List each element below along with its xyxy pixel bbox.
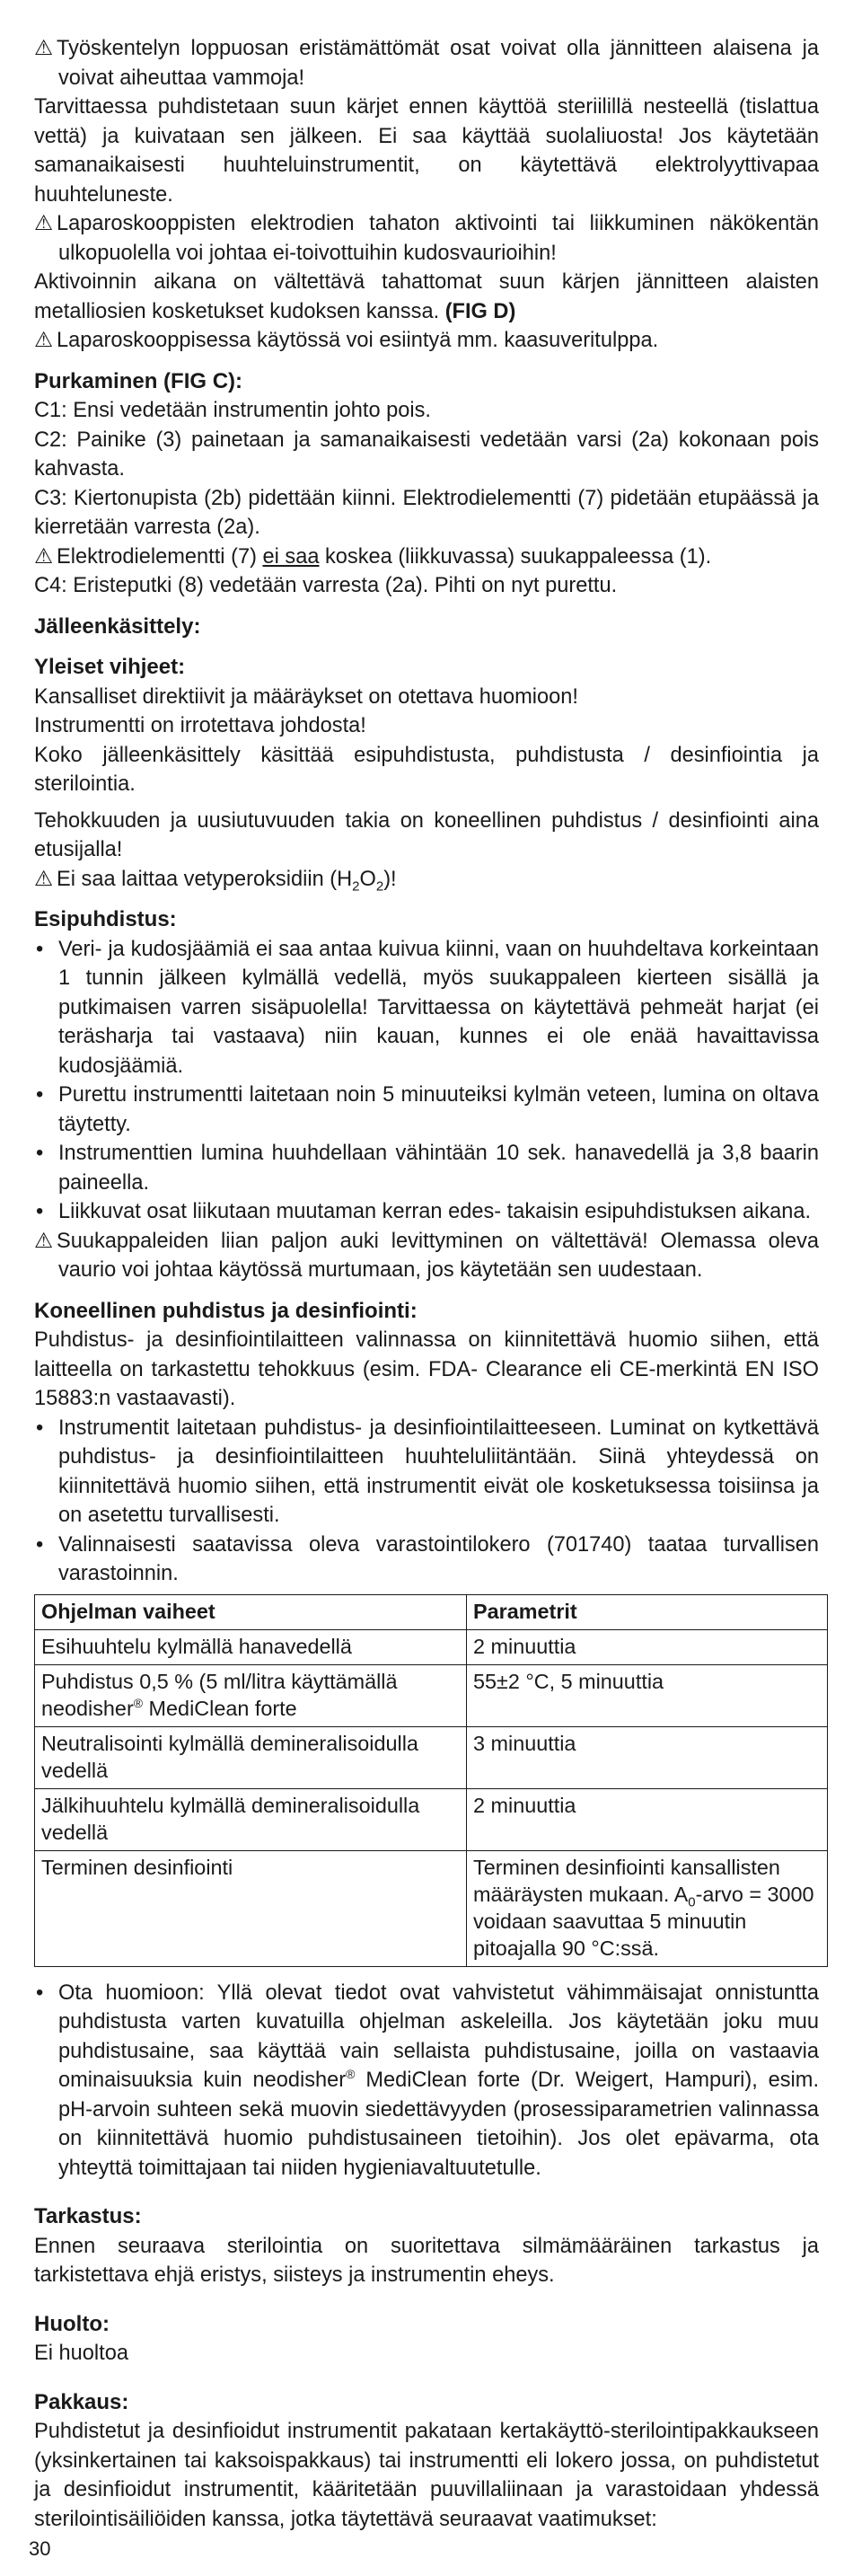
list-item: • Purettu instrumentti laitetaan noin 5 minuuteiksi kylmän veteen, lumina on oltava täytetty.: [34, 1081, 819, 1139]
step-c3: C3: Kiertonupista (2b) pidettään kiinni. Elektrodielementti (7) pidetään etupäässä ja kierretään varresta (2a).: [34, 486, 819, 539]
paragraph: Puhdistetut ja desinfioidut instrumentit pakataan kertakäyttö-sterilointipakkaukseen (yksinkertainen tai kaksoispakkaus) tai instrumentti eli lokero jossa, on puhdistetut ja desinfioidut instrumentit, kääritetään puuvillaliinaan ja varastoidaan yhdessä sterilointisäiliöiden kanssa, jotka täytettävä seuraavat vaatimukset:: [34, 2420, 819, 2531]
warning-icon: ⚠: [34, 1229, 54, 1253]
table-cell-step: Jälkihuuhtelu kylmällä demineralisoidulla vedellä: [35, 1788, 467, 1850]
list-item: • Valinnaisesti saatavissa oleva varastointilokero (701740) taataa turvallisen varastoinnin.: [34, 1531, 819, 1589]
table-cell-parameter: 2 minuuttia: [467, 1629, 828, 1664]
column-header-parameters: Parametrit: [467, 1594, 828, 1629]
paragraph: Tehokkuuden ja uusiutuvuuden takia on koneellinen puhdistus / desinfiointi aina etusijalla!: [34, 808, 819, 861]
step-c2: C2: Painike (3) painetaan ja samanaikaisesti vedetään varsi (2a) kokonaan pois kahvasta.: [34, 428, 819, 481]
list-item: • Liikkuvat osat liikutaan muutaman kerran edes- takaisin esipuhdistuksen aikana.: [34, 1197, 819, 1227]
warning-icon: ⚠: [34, 867, 54, 891]
warning-icon: ⚠: [34, 329, 54, 352]
step-c4: C4: Eristeputki (8) vedetään varresta (2a). Pihti on nyt purettu.: [34, 574, 618, 597]
paragraph: Puhdistus- ja desinfiointilaitteen valinnassa on kiinnitettävä huomio siihen, että laitteella on tarkastettu tehokkuus (esim. FDA- Clearance eli CE-merkintä EN ISO 15883:n vastaavasti).: [34, 1328, 819, 1410]
table-cell-step: Neutralisointi kylmällä demineralisoidulla vedellä: [35, 1726, 467, 1788]
table-row: [35, 1629, 828, 1664]
section-heading-disassembly: Purkaminen (FIG C):: [34, 368, 243, 393]
warning-paragraph: ⚠ Suukappaleiden liian paljon auki levittyminen on vältettävä! Olemassa oleva vaurio voi johtaa käytössä murtumaan, jos käytetään sen uudestaan.: [34, 1227, 819, 1285]
list-item: • Ota huomioon: Yllä olevat tiedot ovat vahvistetut vähimmäisajat onnistuntta puhdistusta varten kuvatuilla ohjelman askeleilla. Jos käytetään joku muu puhdistusaine, saa käyttää vain sellaista puhdistusaine, joilla on vastaavia ominaisuuksia kuin neodisher® MediClean forte (Dr. Weigert, Hampuri), esim. pH-arvoin suhteen sekä muovin siedettävyyden (prosessiparametrien valinnassa on kiinnitettävä huomio puhdistusaineen tietoihin). Jos olet epävarma, ota yhteyttä toimittajaan tai niiden hygieniavaltuutetulle.: [34, 1979, 819, 2183]
warning-paragraph: ⚠ Ei saa laittaa vetyperoksidiin $(H_2O_2)$!: [34, 865, 819, 895]
paragraph: Aktivoinnin aikana on vältettävä tahattomat suun kärjen jännitteen alaisten metalliosien kosketukset kudoksen kanssa. (FIG D): [34, 270, 819, 323]
list-item: • Instrumentit laitetaan puhdistus- ja desinfiointilaitteeseen. Luminat on kytkettävä puhdistus- ja desinfiointilaitteen huuhteluliitäntään. Siinä yhteydessä on kiinnitettävä huomio siihen, että instrumentit eivät ole kosketuksessa toisiinsa ja on asetettu turvallisesti.: [34, 1414, 819, 1531]
warning-icon: ⚠: [34, 212, 54, 235]
warning-paragraph: ⚠ Elektrodielementti (7) ei saa koskea (liikkuvassa) suukappaleessa (1).: [34, 543, 819, 572]
table-cell-step: Puhdistus 0,5 % (5 ml/litra käyttämällä neodisher® MediClean forte: [35, 1664, 467, 1726]
table-header-row: [35, 1594, 828, 1629]
section-heading-reprocessing: Jälleenkäsittely:: [34, 613, 201, 639]
paragraph: Instrumentti on irrotettava johdosta!: [34, 714, 366, 737]
note-list: [34, 1979, 819, 2183]
column-header-steps: Ohjelman vaiheet: [35, 1594, 467, 1629]
table-cell-parameter: 3 minuuttia: [467, 1726, 828, 1788]
figure-reference: (FIG D): [444, 299, 516, 323]
document-page: [34, 34, 819, 2534]
paragraph: Koko jälleenkäsittely käsittää esipuhdistusta, puhdistusta / desinfiointia ja sterilointia.: [34, 743, 819, 796]
list-item: • Instrumenttien lumina huuhdellaan vähintään 10 sek. hanavedellä ja 3,8 baarin paineella.: [34, 1139, 819, 1197]
section-heading-machine-cleaning: Koneellinen puhdistus ja desinfiointi:: [34, 1298, 418, 1323]
section-heading-inspection: Tarkastus:: [34, 2204, 142, 2228]
table-cell-parameter: 2 minuuttia: [467, 1788, 828, 1850]
section-heading-general: Yleiset vihjeet:: [34, 655, 186, 679]
machine-cleaning-list: [34, 1414, 819, 1589]
table-row: [35, 1664, 828, 1726]
paragraph: Kansalliset direktiivit ja määräykset on otettava huomioon!: [34, 684, 578, 709]
table-row: [35, 1850, 828, 1966]
table-row: [35, 1726, 828, 1788]
table-cell-parameter: 55±2 °C, 5 minuuttia: [467, 1664, 828, 1726]
section-heading-precleaning: Esipuhdistus:: [34, 907, 177, 931]
warning-paragraph: ⚠ Työskentelyn loppuosan eristämättömät osat voivat olla jännitteen alaisena ja voivat aiheuttaa vammoja!: [34, 34, 819, 93]
warning-icon: ⚠: [34, 37, 54, 60]
warning-paragraph: ⚠ Laparoskooppisessa käytössä voi esiintyä mm. kaasuveritulppa.: [34, 326, 819, 356]
table-cell-step: Esihuuhtelu kylmällä hanavedellä: [35, 1629, 467, 1664]
table-cell-step: Terminen desinfiointi: [35, 1850, 467, 1966]
list-item: • Veri- ja kudosjäämiä ei saa antaa kuivua kiinni, vaan on huuhdeltava korkeintaan 1 tunnin jälkeen kylmällä vedellä, myös suukappaleen kierteen sisällä ja putkimaisen varren sisäpuolella! Tarvittaessa on käytettävä pehmeät harjat (ei teräsharja tai vastaava) niin kauan, kunnes ei ole enää havaittavissa kudosjäämiä.: [34, 935, 819, 1081]
warning-icon: ⚠: [34, 544, 54, 569]
program-steps-table: [34, 1594, 828, 1967]
paragraph: Ei huoltoa: [34, 2342, 128, 2365]
section-heading-packaging: Pakkaus:: [34, 2389, 129, 2414]
paragraph: Tarvittaessa puhdistetaan suun kärjet ennen käyttöä steriilillä nesteellä (tislattua vettä) ja kuivataan sen jälkeen. Ei saa käyttää suolaliuosta! Jos käytetään samanaikaisesti huuhteluinstrumentit, on käytettävä elektrolyyttivapaa huuhteluneste.: [34, 95, 819, 207]
warning-paragraph: ⚠ Laparoskooppisten elektrodien tahaton aktivointi tai liikkuminen näkökentän ulkopuolella voi johtaa ei-toivottuihin kudosvaurioihin!: [34, 209, 819, 268]
paragraph: Ennen seuraava sterilointia on suoritettava silmämääräinen tarkastus ja tarkistettava ehjä eristys, siisteys ja instrumentin eheys.: [34, 2234, 819, 2287]
section-heading-maintenance: Huolto:: [34, 2311, 110, 2336]
page-number: 30: [29, 2537, 51, 2560]
precleaning-list: [34, 935, 819, 1227]
table-cell-parameter: Terminen desinfiointi kansallisten määräysten mukaan. $A_0$-arvo = 3000 voidaan saavuttaa 5 minuutin pitoajalla 90 °C:ssä.: [467, 1850, 828, 1966]
table-row: [35, 1788, 828, 1850]
step-c1: C1: Ensi vedetään instrumentin johto pois.: [34, 399, 431, 422]
